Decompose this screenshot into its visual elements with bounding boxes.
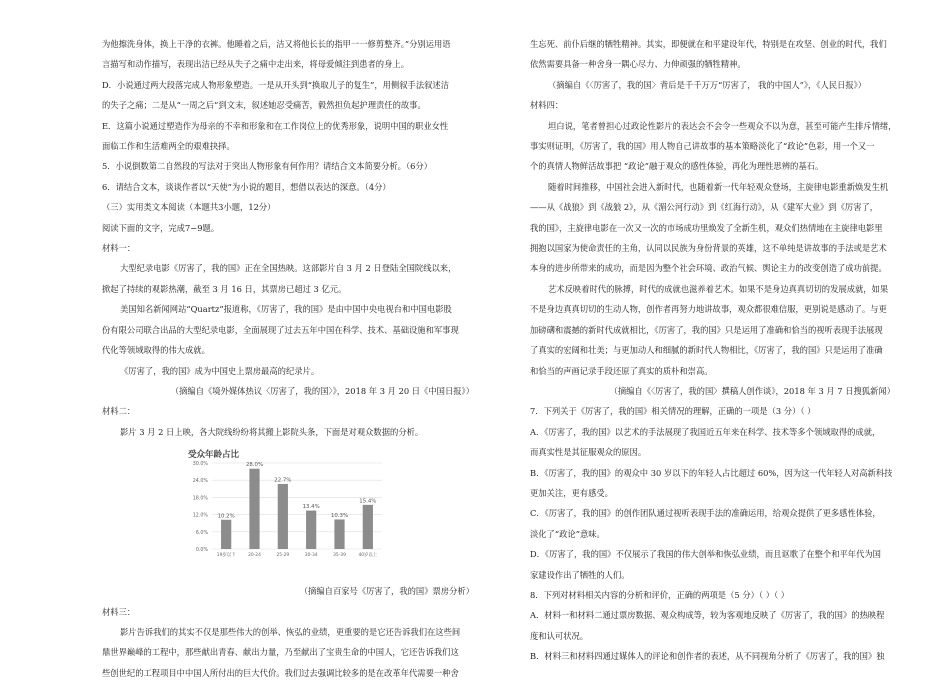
- text-line: 8．下列对材料相关内容的分析和评价，正确的两项是（5 分）（ ）（ ）: [530, 589, 790, 600]
- text-line: 材料二：: [102, 406, 136, 417]
- x-tick-label: 19岁以下: [216, 553, 236, 559]
- y-tick-label: 30.0%: [192, 462, 208, 468]
- text-line: 更加关注，更有感受。: [530, 487, 613, 498]
- y-tick-label: 12.0%: [192, 513, 208, 519]
- bar: [363, 505, 373, 549]
- text-line: 代化等领域取得的伟大成就。: [102, 345, 210, 356]
- text-line: 度和认可状况。: [530, 630, 589, 641]
- text-line: 《厉害了，我的国》成为中国史上票房最高的纪录片。: [120, 365, 320, 376]
- text-line: 为他擦洗身体，换上干净的衣裤。他睡着之后，洁又将他长长的指甲一一修剪整齐。”分别运用语: [102, 39, 451, 49]
- left-text-block-continued: [102, 602, 474, 683]
- chart-caption: （摘编自百家号《厉害了，我的国》票房分析）: [299, 586, 474, 597]
- y-tick-label: 6.0%: [195, 530, 208, 536]
- x-tick-label: 20-24: [248, 553, 261, 559]
- y-tick-label: 0.0%: [195, 548, 208, 554]
- text-line: 加磅礴和震撼的新时代成就相比，《厉害了，我的国》只是运用了准确和恰当的视听表现手法展现: [530, 324, 883, 335]
- text-line: （摘编自《境外媒体热议〈厉害了，我的国〉》，2018 年 3 月 20 日《中国日报》）: [170, 385, 474, 396]
- text-line: A．《厉害了，我的国》以艺术的手法展现了我国近五年来在科学、技术等多个领域取得的成就，: [530, 426, 881, 437]
- text-line: 鼎世界巅峰的工程中，那些献出青春、献出力量，乃至献出了宝贵生命的中国人，它还告诉我们这: [102, 647, 459, 658]
- bar-value-label: 13.4%: [302, 504, 320, 511]
- text-line: 艺术反映着时代的脉搏，时代的成就也滋养着艺术。如果不是身边真真切切的发展成就，如果: [548, 283, 889, 294]
- text-line: 6．请结合文本，谈谈作者以“天使”为小说的题目，想借以表达的深意。（4分）: [102, 181, 391, 192]
- text-line: 坦白说，笔者曾担心过政论性影片的表达会不会令一些观众不以为意，甚至可能产生排斥情绪，: [548, 120, 897, 131]
- text-line: 和恰当的声画记录手段还原了真实的质朴和崇高。: [530, 365, 713, 376]
- bar: [278, 484, 288, 549]
- text-line: 言描写和动作描写，表现出洁已经从失子之痛中走出来，将母爱倾注到患者的身上。: [102, 59, 409, 70]
- text-line: 生忘死、前仆后继的牺牲精神。其实，即便就在和平建设年代，特别是在攻坚、创业的时代，我们: [530, 39, 887, 49]
- text-line: 面临工作和生活难两全的艰难抉择。: [102, 141, 235, 152]
- x-tick-label: 40岁以上: [358, 553, 378, 559]
- text-line: 些创世纪的工程项目中中国人所付出的巨大代价。我们过去强调比较多的是在改革年代需要一种舍: [102, 667, 459, 678]
- bar: [249, 469, 259, 549]
- text-line: 阅读下面的文字，完成7−9题。: [102, 222, 220, 233]
- text-line: 拥抱以国家为使命责任的主角，认同以民族为身份背景的英雄，这不单纯是讲故事的手法或是艺术: [530, 243, 887, 254]
- age-chart-figure: [102, 445, 474, 577]
- right-column: [530, 34, 895, 667]
- text-line: 5．小说倒数第二自然段的写法对于突出人物形象有何作用？请结合文本简要分析。（6分）: [102, 161, 432, 172]
- text-line: 材料四：: [530, 100, 564, 111]
- text-line: 大型纪录电影《厉害了，我的国》正在全国热映。这部影片自 3 月 2 日登陆全国院线以来，: [120, 263, 457, 274]
- text-line: 材料一：: [102, 243, 136, 254]
- text-line: （摘编自《〈厉害了，我的国〉撰稿人创作谈》，2018 年 3 月 7 日搜狐新闻）: [609, 385, 895, 396]
- x-tick-label: 35-39: [333, 553, 346, 559]
- left-text-block: [102, 34, 474, 442]
- text-line: （摘编自《〈厉害了，我的国〉背后是千千万万“厉害了， 我的中国人”》，《人民日报》）: [548, 79, 867, 90]
- age-bar-chart: [186, 457, 386, 569]
- bar-value-label: 10.3%: [330, 513, 349, 520]
- bar: [334, 520, 344, 550]
- text-line: 本身的进步所带来的成功，而是因为整个社会环境、政治气候、舆论主力的改变创造了成功前提。: [530, 263, 887, 274]
- bar-value-label: 28.0%: [245, 462, 264, 469]
- x-tick-label: 30-34: [304, 553, 318, 559]
- bar-value-label: 22.7%: [274, 477, 292, 484]
- text-line: 而真实性是其征服观众的原因。: [530, 447, 647, 458]
- bar-value-label: 15.4%: [359, 498, 377, 505]
- text-line: 份有限公司联合出品的大型纪录电影，全面展现了过去五年中国在科学、技术、基础设施和军事现: [102, 324, 459, 335]
- text-line: D．小说通过两大段落完成人物形象塑造。一是从开头到“换取儿子的复生”，用侧叙手法叙述洁: [102, 79, 450, 90]
- text-line: 随着时间推移，中国社会进入新时代，也随着新一代年轻观众登场，主旋律电影重新焕发生机: [548, 181, 889, 192]
- bar: [221, 520, 231, 549]
- text-line: 不是身边真真切切的生动人物，创作者再努力地讲故事，观众都很难信服，更别说是感动了。与更: [530, 304, 887, 315]
- text-line: 家建设作出了牺牲的人们。: [530, 569, 630, 580]
- text-line: C．《厉害了，我的国》的创作团队通过视听表现手法的准确运用，给观众提供了更多感性体验，: [530, 508, 881, 519]
- y-tick-label: 18.0%: [192, 496, 208, 502]
- text-line: B．《厉害了，我的国》的观众中 30 岁以下的年轻人占比超过 60%，因为这一代年轻人对高新科技: [530, 467, 893, 478]
- y-tick-label: 24.0%: [192, 479, 208, 485]
- chart-title: 受众年龄占比: [188, 450, 240, 461]
- bar-value-label: 10.2%: [217, 513, 235, 520]
- text-line: 掀起了持续的观影热潮，截至 3 月 16 日，其票房已超过 3 亿元。: [102, 283, 347, 294]
- text-line: 淡化了“政论”意味。: [530, 528, 605, 539]
- text-line: 的失子之痛；二是从“一周之后”到文末，叙述她忍受痛苦，毅然担负起护理责任的故事。: [102, 100, 426, 111]
- left-column: [102, 34, 474, 683]
- text-line: 我的国》，主旋律电影在一次又一次的市场成功里焕发了全新生机，观众们热情地在主旋律电影里: [530, 222, 883, 233]
- text-line: 7．下列关于《厉害了，我的国》相关情况的理解，正确的一项是（3 分）（ ）: [530, 406, 816, 417]
- text-line: B．材料三和材料四通过媒体人的评论和创作者的表述，从不同视角分析了《厉害了，我的国》独: [530, 651, 885, 662]
- text-line: ——从《战狼》到《战狼 2》，从《湄公河行动》到《红海行动》，从《建军大业》到《厉害了，: [530, 202, 879, 213]
- right-text-block: [530, 34, 895, 667]
- text-line: D．《厉害了，我的国》不仅展示了我国的伟大创举和恢弘业绩，而且讴歌了在整个和平年代为国: [530, 549, 881, 560]
- text-line: （三）实用类文本阅读（本题共3小题，12分）: [102, 202, 276, 213]
- text-line: E．这篇小说通过塑造作为母亲的不幸和形象和在工作岗位上的优秀形象，说明中国的职业女性: [102, 120, 449, 131]
- text-line: 美国知名新闻网站“Quartz”报道称，《厉害了，我的国》是由中国中央电视台和中国电影股: [120, 304, 452, 315]
- x-tick-label: 25-29: [276, 553, 290, 559]
- text-line: 材料三：: [102, 606, 136, 617]
- text-line: A．材料一和材料二通过票房数据、观众构成等，较为客观地反映了《厉害了，我的国》的热映程: [530, 610, 885, 621]
- text-line: 个的真情人物鲜活故事把 “政论”融于观众的感性体验，再化为理性思辨的基石。: [530, 161, 824, 172]
- bar: [306, 511, 316, 549]
- text-line: 影片告诉我们的其实不仅是那些伟大的创举、恢弘的业绩，更重要的是它还告诉我们在这些间: [120, 626, 461, 637]
- text-line: 依然需要具备一种舍身一隅心尽力、力伸顽强的牺牲精神。: [530, 59, 746, 70]
- text-line: 了真实的宏阔和壮美；与更加动人和细腻的新时代人物相比，《厉害了，我的国》只是运用了准确: [530, 345, 883, 356]
- text-line: 事实则证明，《厉害了，我的国》用人物自己讲故事的基本策略淡化了“政论”色彩，用一个又一: [530, 141, 875, 152]
- text-line: 影片 3 月 2 日上映，各大院线纷纷将其搬上影院头条，下面是对观众数据的分析。: [120, 426, 424, 437]
